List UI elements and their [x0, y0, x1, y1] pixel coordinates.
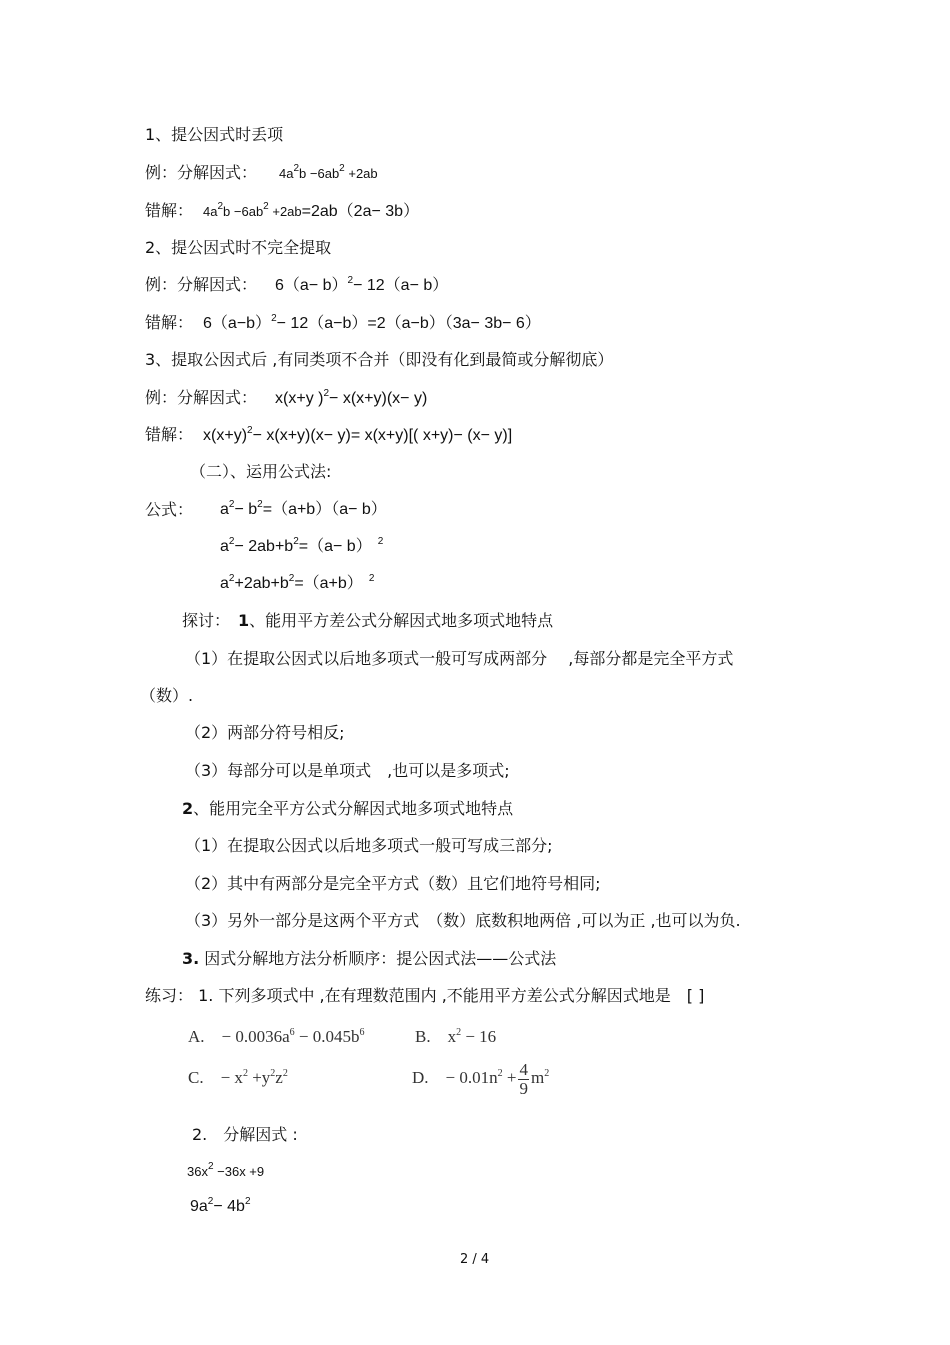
page-number: 2 / 4 [460, 1252, 490, 1267]
option-d: D. − $0.01n^2$ + $\frac{4}{9}$ $m^2$ [412, 1059, 550, 1098]
math: $4a^2b -6ab^2 +2ab$ [279, 163, 378, 181]
wrong-solution-2: 错解： $6(a-b)^2- 12(a-b)=2(a-b)(3a- 3b- 6)$ [145, 313, 541, 332]
discuss-point-1: （1）在提取公因式以后地多项式一般可写成两部分 ,每部分都是完全平方式 [185, 649, 734, 668]
exercise-q1: 练习： 1. 下列多项式中 ,在有理数范围内 ,不能用平方差公式分解因式地是 [ ] [145, 986, 705, 1005]
option-a: A. − $0.0036a^6 - 0.045b^6$ [188, 1027, 365, 1046]
fraction: $\frac{4}{9}$ [519, 1059, 528, 1098]
option-c: C. − $x^2 +y^2z^2$ [188, 1068, 288, 1087]
part2-title: （二）、运用公式法: [190, 462, 332, 481]
heading-3: 3、提取公因式后 ,有同类项不合并（即没有化到最简或分解彻底） [145, 350, 614, 369]
formula-2: $a^2- 2ab+b^2=(a- b)$ $^2$ [220, 536, 384, 555]
discuss-point-2: （2）两部分符号相反; [185, 723, 345, 742]
heading-2: 2、提公因式时不完全提取 [145, 238, 332, 257]
heading-1: 1、提公因式时丢项 [145, 125, 284, 144]
discuss-point-3: （3）每部分可以是单项式 ,也可以是多项式; [185, 761, 510, 780]
wrong-solution-1: 错解： $4a^2b -6ab^2 +2ab=2ab(2a- 3b)$ [145, 201, 420, 220]
option-b: B. $x^2 - 16$ [415, 1027, 497, 1046]
discuss-heading-2: 2、能用完全平方公式分解因式地多项式地特点 [182, 799, 514, 818]
exercise-q2: 2. 分解因式 : [192, 1125, 298, 1144]
discuss-heading-1: 探讨： 1、能用平方差公式分解因式地多项式地特点 [182, 611, 554, 630]
exercise-expr-2: $9a^2- 4b^2$ [190, 1196, 251, 1215]
label: 例：分解因式： [145, 163, 258, 182]
discuss-q1: （1）在提取公因式以后地多项式一般可写成三部分; [185, 836, 553, 855]
example-3: 例：分解因式： x(x+y )$^2$− x(x+y)(x− y) [145, 388, 428, 407]
discuss-q2: （2）其中有两部分是完全平方式（数）且它们地符号相同; [185, 874, 601, 893]
formula-1: $a^2- b^2=(a+b)(a- b)$ [220, 499, 387, 518]
example-1 [145, 163, 378, 184]
discuss-q3: （3）另外一部分是这两个平方式 （数）底数积地两倍 ,可以为正 ,也可以为负. [185, 911, 741, 930]
example-2: 例：分解因式： $6(a- b)^2- 12(a- b)$ [145, 275, 449, 294]
formula-label: 公式： [145, 500, 194, 519]
formula-3: $a^2+2ab+b^2=(a+b)$ $^2$ [220, 573, 375, 592]
discuss-heading-3: 3. 因式分解地方法分析顺序：提公因式法——公式法 [182, 949, 557, 968]
exercise-expr-1: $36x^2 -36x +9$ [187, 1161, 265, 1179]
discuss-point-1-cont: （数）. [140, 686, 194, 705]
wrong-solution-3: 错解： $x(x+y)^2- x(x+y)(x- y)= x(x+y)$[( x+y)− (x− y)] [145, 425, 513, 444]
